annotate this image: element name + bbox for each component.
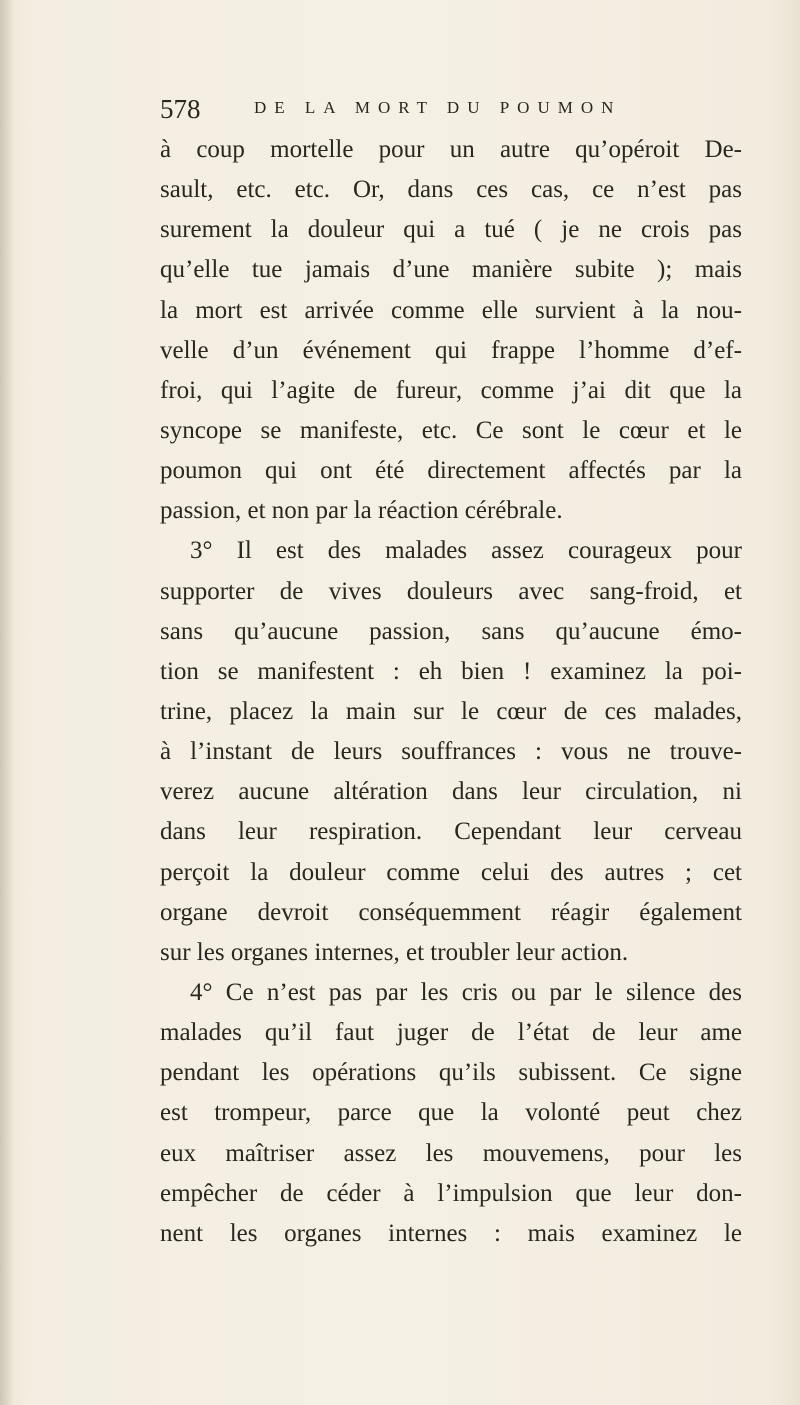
- text-line: syncope se manifeste, etc. Ce sont le cœur et le: [160, 416, 742, 444]
- running-head: [160, 94, 720, 130]
- text-line: à coup mortelle pour un autre qu’opéroit De-: [160, 136, 742, 163]
- text-line: 4° Ce n’est pas par les cris ou par le silence des: [190, 978, 742, 1006]
- text-line: empêcher de céder à l’impulsion que leur don-: [160, 1179, 742, 1207]
- text-line: passion, et non par la réaction cérébrale.: [160, 497, 563, 525]
- text-line: verez aucune altération dans leur circulation, ni: [160, 778, 742, 806]
- text-line: à l’instant de leurs souffrances : vous ne trouve-: [160, 738, 742, 766]
- spine-shadow: [0, 0, 14, 1405]
- text-line: pendant les opérations qu’ils subissent. Ce signe: [160, 1059, 742, 1087]
- text-line: poumon qui ont été directement affectés par la: [160, 457, 742, 485]
- text-line: nent les organes internes : mais examinez le: [160, 1219, 742, 1247]
- text-line: 3° Il est des malades assez courageux pour: [190, 537, 742, 565]
- text-line: sans qu’aucune passion, sans qu’aucune émo-: [160, 617, 742, 645]
- text-line: supporter de vives douleurs avec sang-froid, et: [160, 577, 742, 605]
- text-line: eux maîtriser assez les mouvemens, pour les: [160, 1139, 742, 1167]
- text-line: froi, qui l’agite de fureur, comme j’ai dit que la: [160, 376, 742, 404]
- text-line: sur les organes internes, et troubler leur action.: [160, 938, 629, 966]
- text-line: malades qu’il faut juger de l’état de leur ame: [160, 1019, 742, 1047]
- text-line: qu’elle tue jamais d’une manière subite ); mais: [160, 256, 742, 284]
- text-line: est trompeur, parce que la volonté peut chez: [160, 1099, 742, 1127]
- text-line: perçoit la douleur comme celui des autres ; cet: [160, 858, 742, 886]
- text-line: organe devroit conséquemment réagir également: [160, 898, 742, 926]
- body-text: [160, 130, 742, 1254]
- text-line: tion se manifestent : eh bien ! examinez la poi-: [160, 657, 742, 685]
- text-line: la mort est arrivée comme elle survient à la nou-: [160, 296, 742, 324]
- text-line: trine, placez la main sur le cœur de ces malades,: [160, 697, 742, 725]
- page-number: 578: [160, 94, 201, 124]
- text-line: sault, etc. etc. Or, dans ces cas, ce n’est pas: [160, 176, 742, 204]
- text-line: surement la douleur qui a tué ( je ne crois pas: [160, 216, 742, 244]
- text-line: velle d’un événement qui frappe l’homme d’ef-: [160, 336, 742, 364]
- text-line: dans leur respiration. Cependant leur cerveau: [160, 818, 742, 846]
- running-title: DE LA MORT DU POUMON: [254, 98, 622, 117]
